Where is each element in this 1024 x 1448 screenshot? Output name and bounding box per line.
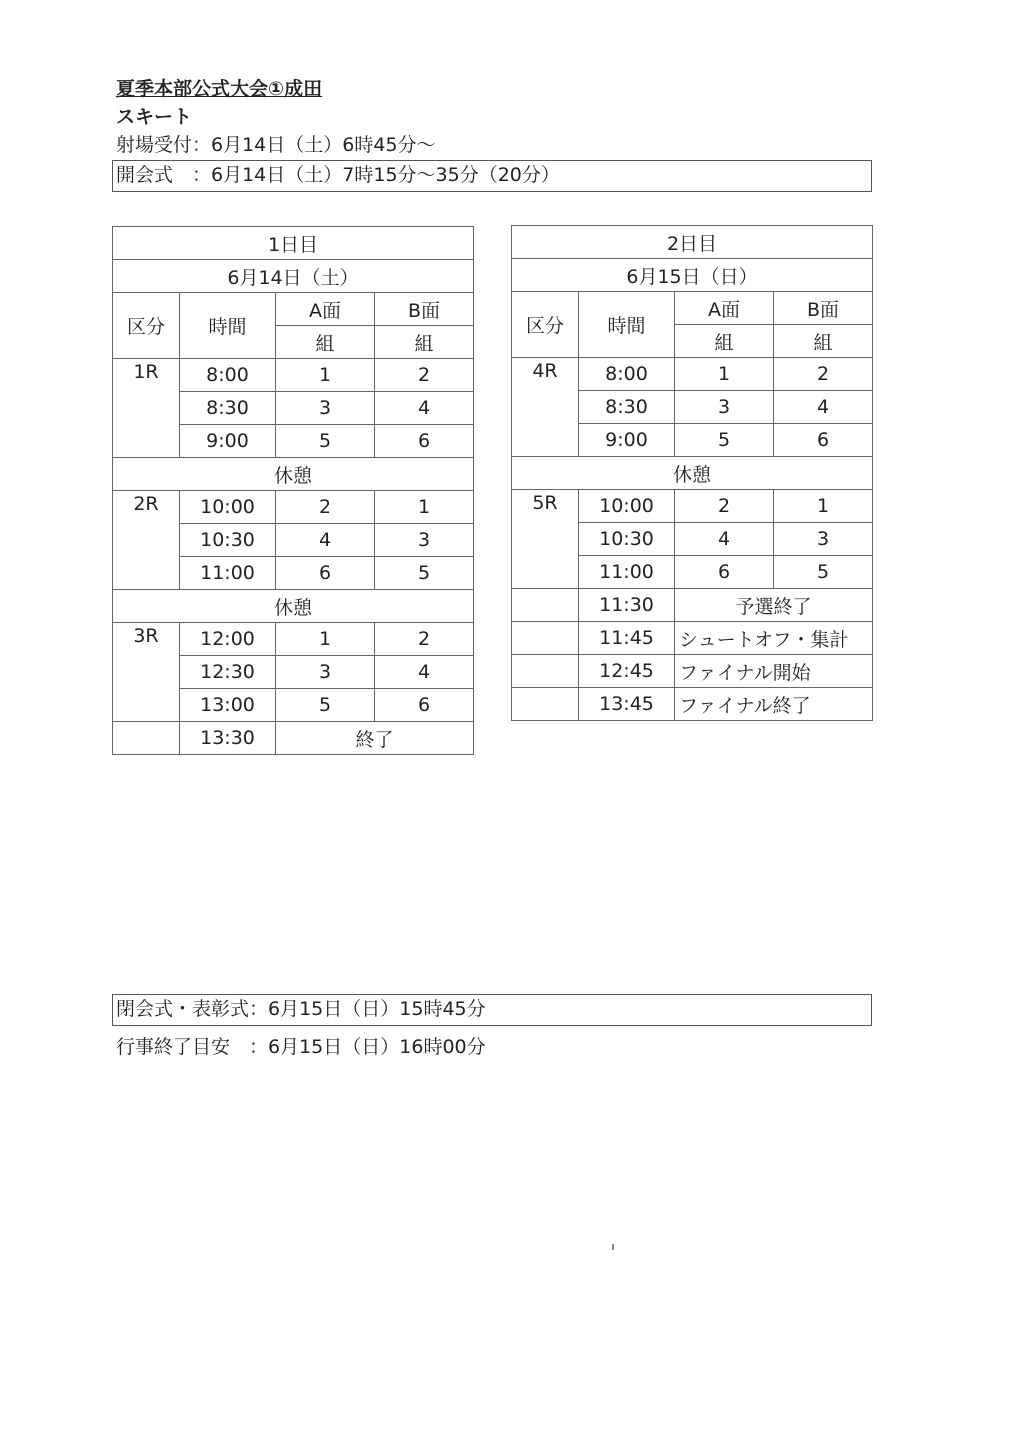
time-cell: 13:30	[180, 722, 276, 755]
time-cell: 11:45	[579, 622, 675, 655]
break-label: 休憩	[113, 590, 474, 623]
time-cell: 8:00	[579, 358, 675, 391]
group-b-cell: 4	[375, 392, 474, 425]
time-cell: 8:30	[579, 391, 675, 424]
day-label: 2日目	[512, 226, 873, 259]
round-label: 3R	[113, 623, 180, 722]
empty-cell	[512, 688, 579, 721]
table-row	[512, 358, 873, 391]
group-b-cell: 6	[774, 424, 873, 457]
closing-ceremony-box: 閉会式・表彰式：6月15日（日）15時45分	[112, 994, 872, 1026]
col-header-division: 区分	[512, 292, 579, 358]
col-header-group: 組	[675, 325, 774, 358]
time-cell: 12:30	[180, 656, 276, 689]
table-row	[512, 292, 873, 325]
table-row	[113, 293, 474, 326]
group-b-cell: 4	[375, 656, 474, 689]
table-row	[113, 623, 474, 656]
group-a-cell: 1	[276, 623, 375, 656]
scan-speck	[612, 1244, 614, 1250]
round-label: 4R	[512, 358, 579, 457]
group-b-cell: 5	[375, 557, 474, 590]
group-a-cell: 4	[276, 524, 375, 557]
day-label: 1日目	[113, 227, 474, 260]
group-b-cell: 2	[774, 358, 873, 391]
day2-schedule-table	[511, 225, 873, 721]
empty-cell	[512, 589, 579, 622]
group-a-cell: 1	[276, 359, 375, 392]
group-b-cell: 6	[375, 689, 474, 722]
table-row	[512, 622, 873, 655]
group-a-cell: 3	[276, 656, 375, 689]
group-b-cell: 3	[375, 524, 474, 557]
group-a-cell: 3	[675, 391, 774, 424]
col-header-time: 時間	[180, 293, 276, 359]
col-header-face-b: B面	[774, 292, 873, 325]
group-b-cell: 3	[774, 523, 873, 556]
col-header-face-b: B面	[375, 293, 474, 326]
group-b-cell: 5	[774, 556, 873, 589]
group-a-cell: 6	[675, 556, 774, 589]
table-row	[113, 227, 474, 260]
reception-time: 射場受付：6月14日（土）6時45分～	[116, 134, 436, 156]
time-cell: 8:30	[180, 392, 276, 425]
time-cell: 12:00	[180, 623, 276, 656]
table-row	[113, 260, 474, 293]
group-b-cell: 2	[375, 623, 474, 656]
table-row	[512, 226, 873, 259]
event-label: シュートオフ・集計	[675, 622, 873, 655]
group-b-cell: 1	[375, 491, 474, 524]
group-b-cell: 4	[774, 391, 873, 424]
empty-cell	[512, 655, 579, 688]
time-cell: 9:00	[579, 424, 675, 457]
group-a-cell: 2	[276, 491, 375, 524]
col-header-face-a: A面	[675, 292, 774, 325]
table-row	[113, 359, 474, 392]
time-cell: 11:00	[579, 556, 675, 589]
time-cell: 10:30	[180, 524, 276, 557]
time-cell: 10:00	[579, 490, 675, 523]
table-row	[113, 722, 474, 755]
time-cell: 9:00	[180, 425, 276, 458]
col-header-group: 組	[375, 326, 474, 359]
time-cell: 10:00	[180, 491, 276, 524]
round-label: 5R	[512, 490, 579, 589]
opening-ceremony-box: 開会式 ：6月14日（土）7時15分～35分（20分）	[112, 160, 872, 192]
time-cell: 11:30	[579, 589, 675, 622]
time-cell: 13:00	[180, 689, 276, 722]
empty-cell	[512, 622, 579, 655]
event-end-estimate: 行事終了目安 ：6月15日（日）16時00分	[116, 1036, 486, 1058]
break-label: 休憩	[512, 457, 873, 490]
group-a-cell: 3	[276, 392, 375, 425]
group-a-cell: 6	[276, 557, 375, 590]
event-label: ファイナル終了	[675, 688, 873, 721]
group-b-cell: 2	[375, 359, 474, 392]
table-row	[512, 457, 873, 490]
event-discipline: スキート	[116, 106, 193, 128]
table-row	[512, 688, 873, 721]
table-row	[113, 590, 474, 623]
round-label: 2R	[113, 491, 180, 590]
time-cell: 12:45	[579, 655, 675, 688]
group-a-cell: 5	[675, 424, 774, 457]
group-a-cell: 1	[675, 358, 774, 391]
time-cell: 10:30	[579, 523, 675, 556]
table-row	[113, 491, 474, 524]
event-label: 予選終了	[675, 589, 873, 622]
event-label: ファイナル開始	[675, 655, 873, 688]
col-header-division: 区分	[113, 293, 180, 359]
time-cell: 11:00	[180, 557, 276, 590]
table-row	[512, 589, 873, 622]
col-header-time: 時間	[579, 292, 675, 358]
group-a-cell: 4	[675, 523, 774, 556]
group-b-cell: 1	[774, 490, 873, 523]
col-header-group: 組	[774, 325, 873, 358]
col-header-group: 組	[276, 326, 375, 359]
day-date: 6月14日（土）	[113, 260, 474, 293]
table-row	[512, 259, 873, 292]
round-label: 1R	[113, 359, 180, 458]
table-row	[512, 490, 873, 523]
col-header-face-a: A面	[276, 293, 375, 326]
day1-schedule-table	[112, 226, 474, 755]
group-a-cell: 2	[675, 490, 774, 523]
time-cell: 8:00	[180, 359, 276, 392]
group-a-cell: 5	[276, 689, 375, 722]
group-a-cell: 5	[276, 425, 375, 458]
table-row	[113, 458, 474, 491]
end-label: 終了	[276, 722, 474, 755]
table-row	[512, 655, 873, 688]
time-cell: 13:45	[579, 688, 675, 721]
day-date: 6月15日（日）	[512, 259, 873, 292]
break-label: 休憩	[113, 458, 474, 491]
group-b-cell: 6	[375, 425, 474, 458]
page-title: 夏季本部公式大会①成田	[116, 78, 323, 100]
empty-cell	[113, 722, 180, 755]
